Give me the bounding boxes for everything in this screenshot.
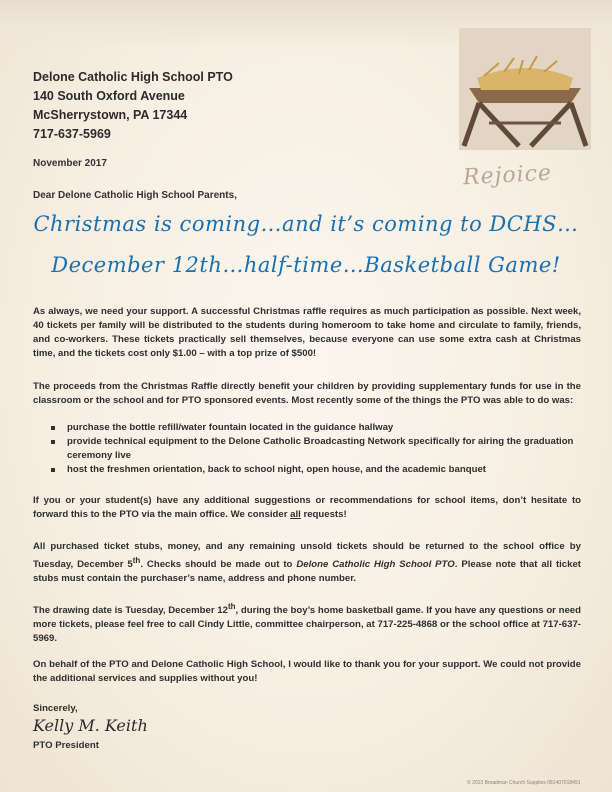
footer-copyright: © 2013 Broadman Church Supplies 081407018491 bbox=[467, 780, 581, 786]
list-item-text: provide technical equipment to the Delone Catholic Broadcasting Network specifically for airing the graduation ceremony live bbox=[67, 436, 574, 461]
headline-line-1: Christmas is coming…and it’s coming to DCHS… bbox=[33, 212, 579, 236]
signer-title: PTO President bbox=[33, 740, 99, 751]
suggestions-text-a: If you or your student(s) have any additional suggestions or recommendations for school items, don’t hesitate to forward this to the PTO via the main office. We consider bbox=[33, 495, 581, 520]
phone-number: 717-637-5969 bbox=[33, 127, 111, 141]
paragraph-return-instructions bbox=[33, 540, 581, 586]
drawing-text-a: The drawing date is Tuesday, December 12 bbox=[33, 605, 228, 617]
rejoice-script: Rejoice bbox=[462, 160, 553, 191]
paragraph-drawing-date bbox=[33, 600, 581, 646]
return-text-c: . Please note that all ticket stubs must contain the purchaser’s name, address and phone number. bbox=[33, 559, 582, 585]
salutation: Dear Delone Catholic High School Parents, bbox=[33, 190, 237, 201]
street-address: 140 South Oxford Avenue bbox=[33, 89, 185, 103]
signature: Kelly M. Keith bbox=[33, 716, 148, 735]
paragraph-raffle-intro: As always, we need your support. A successful Christmas raffle requires as much participation as possible. Next week, 40 tickets per family will be distributed to the students during homeroom to take home and circulate to family, friends, and co-workers. These tickets practically sell themselves, because everyone can use some extra cash at Christmas time, and the tickets cost only $1.00 – with a top prize of $500! bbox=[33, 306, 581, 359]
list-item-text: purchase the bottle refill/water fountain located in the guidance hallway bbox=[67, 422, 394, 433]
bullet-icon bbox=[51, 426, 55, 430]
paragraph-suggestions bbox=[33, 494, 581, 522]
paragraph-thanks: On behalf of the PTO and Delone Catholic High School, I would like to thank you for your support. We could not provide the additional services and supplies without you! bbox=[33, 659, 581, 684]
list-item-text: host the freshmen orientation, back to school night, open house, and the academic banquet bbox=[67, 464, 486, 475]
return-date-suffix: th bbox=[132, 556, 141, 565]
manger-illustration bbox=[459, 28, 591, 150]
letterhead-address bbox=[33, 68, 233, 144]
suggestions-emphasis: all bbox=[290, 509, 301, 520]
paragraph-proceeds: The proceeds from the Christmas Raffle directly benefit your children by providing supplementary funds for use in the classroom or the school and for PTO sponsored events. Most recently some of the things the PTO was able to do was: bbox=[33, 381, 581, 406]
return-text-b: . Checks should be made out to bbox=[140, 559, 297, 571]
accomplishments-list bbox=[33, 421, 581, 477]
bullet-icon bbox=[51, 468, 55, 472]
city-state-zip: McSherrystown, PA 17344 bbox=[33, 108, 188, 122]
headline-line-2: December 12th…half-time…Basketball Game! bbox=[51, 253, 561, 277]
bullet-icon bbox=[51, 440, 55, 444]
org-name: Delone Catholic High School PTO bbox=[33, 70, 233, 84]
return-text-a: All purchased ticket stubs, money, and any remaining unsold tickets should be returned to the school office by Tuesday, December 5 bbox=[33, 541, 581, 571]
suggestions-text-b: requests! bbox=[300, 509, 347, 520]
check-payee: Delone Catholic High School PTO bbox=[296, 559, 455, 571]
drawing-date-suffix: th bbox=[227, 602, 236, 611]
valediction: Sincerely, bbox=[33, 703, 78, 714]
list-item bbox=[33, 463, 581, 477]
list-item bbox=[33, 435, 581, 463]
list-item bbox=[33, 421, 581, 435]
manger-icon bbox=[459, 28, 591, 150]
drawing-text-b: , during the boy’s home basketball game. If you have any questions or need more tickets, please feel free to call Cindy Little, committee chairperson, at 717-225-4868 or the school office at 717-637-5969. bbox=[33, 605, 581, 645]
letter-date: November 2017 bbox=[33, 158, 107, 169]
